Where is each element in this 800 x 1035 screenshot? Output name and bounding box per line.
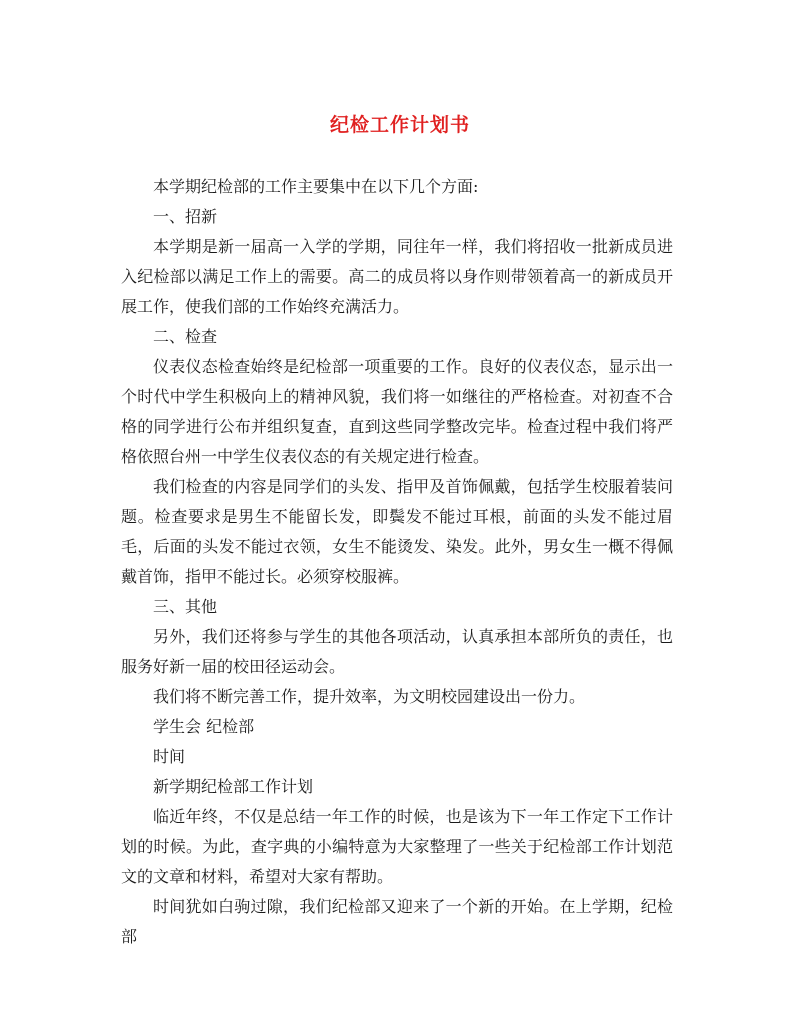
heading-recruit: 一、招新 bbox=[153, 207, 218, 226]
document-title: 纪检工作计划书 bbox=[329, 114, 470, 136]
heading-other: 三、其他 bbox=[153, 597, 218, 616]
paragraph-inspection-content: 我们检查的内容是同学们的头发、指甲及首饰佩戴，包括学生校服着装问题。检查要求是男生不能留长发，即鬓发不能过耳根，前面的头发不能过眉毛，后面的头发不能过衣领，女生不能烫发、染发。此外，男女生一概不得佩戴首饰，指甲不能过长。必须穿校服裤。 bbox=[121, 477, 673, 586]
paragraph-new-plan-start: 时间犹如白驹过隙，我们纪检部又迎来了一个新的开始。在上学期，纪检部 bbox=[121, 897, 673, 946]
signature-department: 学生会 纪检部 bbox=[153, 717, 255, 736]
document-body bbox=[121, 172, 673, 952]
subheading-new-plan: 新学期纪检部工作计划 bbox=[153, 777, 314, 796]
paragraph-intro: 本学期纪检部的工作主要集中在以下几个方面: bbox=[153, 177, 479, 196]
signature-date: 时间 bbox=[153, 747, 186, 766]
paragraph-closing: 我们将不断完善工作，提升效率，为文明校园建设出一份力。 bbox=[153, 687, 586, 706]
paragraph-recruit: 本学期是新一届高一入学的学期，同往年一样，我们将招收一批新成员进入纪检部以满足工作上的需要。高二的成员将以身作则带领着高一的新成员开展工作，使我们部的工作始终充满活力。 bbox=[121, 237, 673, 316]
heading-inspection: 二、检查 bbox=[153, 327, 218, 346]
paragraph-inspection: 仪表仪态检查始终是纪检部一项重要的工作。良好的仪表仪态，显示出一个时代中学生积极向上的精神风貌，我们将一如继往的严格检查。对初查不合格的同学进行公布并组织复查，直到这些同学整改完毕。检查过程中我们将严格依照台州一中学生仪表仪态的有关规定进行检查。 bbox=[121, 357, 673, 466]
paragraph-other: 另外，我们还将参与学生的其他各项活动，认真承担本部所负的责任，也服务好新一届的校田径运动会。 bbox=[121, 627, 673, 676]
paragraph-new-plan-intro: 临近年终，不仅是总结一年工作的时候，也是该为下一年工作定下工作计划的时候。为此，查字典的小编特意为大家整理了一些关于纪检部工作计划范文的文章和材料，希望对大家有帮助。 bbox=[121, 807, 673, 886]
